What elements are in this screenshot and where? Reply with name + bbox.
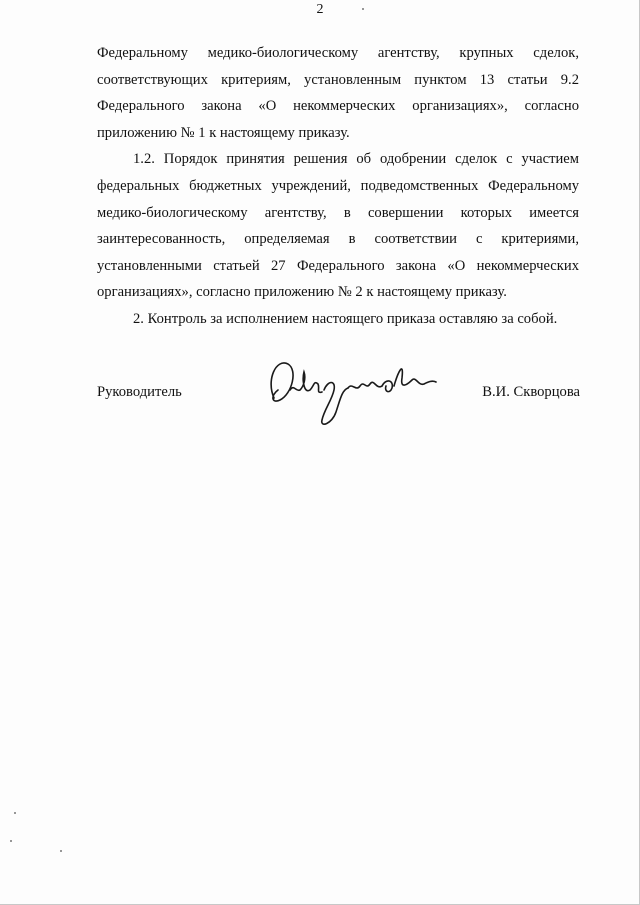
page-number: 2: [316, 2, 324, 17]
scan-speck: [362, 8, 364, 10]
scan-speck: [10, 840, 12, 842]
document-body: [97, 40, 579, 333]
scan-speck: [14, 812, 16, 814]
handwritten-signature: [262, 350, 442, 430]
signer-title: Руководитель: [97, 384, 182, 400]
scan-speck: [60, 850, 62, 852]
paragraph-2: 2. Контроль за исполнением настоящего приказа оставляю за собой.: [133, 310, 558, 327]
paragraph-1-2: 1.2. Порядок принятия решения об одобрении сделок с участием федеральных бюджетных учреждений, подведомственных Федеральному медико-биологическому агентству, в совершении которых имеется заинтересованность, определяемая в соответствии с критериями, установленными статьей 27 Федерального закона «О некоммерческих организациях», согласно приложению № 2 к настоящему приказу.: [97, 151, 579, 301]
paragraph-continuation: Федеральному медико-биологическому агентству, крупных сделок, соответствующих критериям, установленным пунктом 13 статьи 9.2 Федерального закона «О некоммерческих организациях», согласно приложению № 1 к настоящему приказу.: [97, 45, 579, 141]
signer-name: В.И. Скворцова: [482, 384, 580, 400]
signature-block: [0, 360, 640, 430]
